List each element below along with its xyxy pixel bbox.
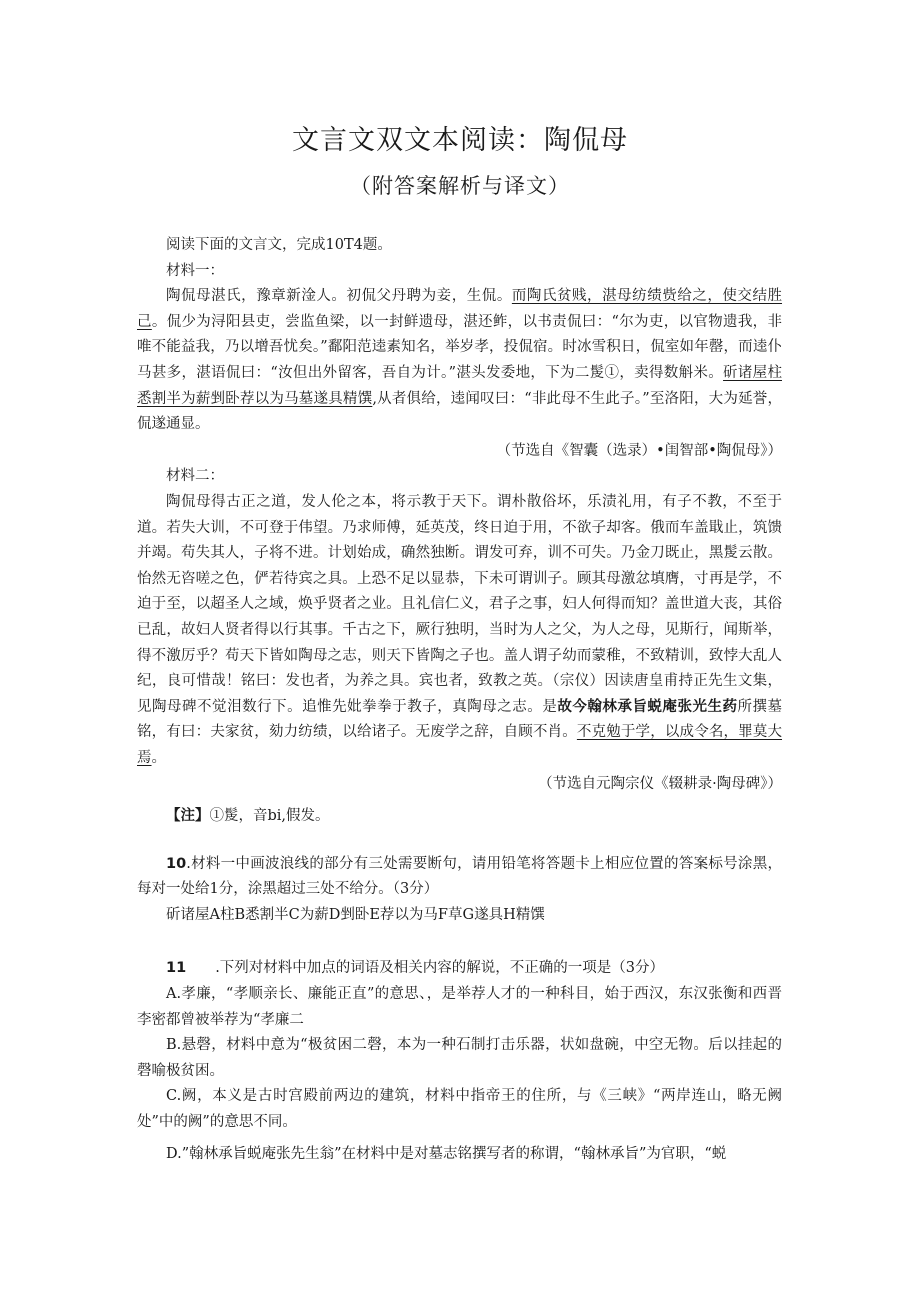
question-number: 10 bbox=[166, 855, 187, 872]
instruction-text: 阅读下面的文言文，完成10T4题。 bbox=[166, 237, 392, 253]
question-text: .下列对材料中加点的词语及相关内容的解说，不正确的一项是（3分） bbox=[215, 960, 665, 977]
passage-text: 所撰墓铭，有曰：夫家贫，劾力纺绩，以给诸子。无废学之辞，自顾不肖。 bbox=[137, 698, 783, 741]
document-body bbox=[137, 233, 782, 1167]
document-title: 文言文双文本阅读：陶侃母 bbox=[292, 125, 628, 156]
underlined-sentence-2: 不克勉于学，以成令名，罪莫大焉 bbox=[137, 724, 783, 766]
wavy-line-sentence: 斫诸屋柱悉割半为薪剉卧荐以为马墓遂具精馔 bbox=[137, 364, 782, 407]
material-two-passage bbox=[137, 490, 782, 772]
passage-text: ,从者俱给，逵闻叹曰：“非此母不生此子。”至洛阳，大为延誉，侃遂通显。 bbox=[137, 390, 782, 433]
passage-text: 陶侃母得古正之道，发人伦之本，将示教于天下。谓朴散俗坏，乐渍礼用，有子不教，不至于道。若失大训，不可登于伟望。乃求师傅，延英茂，终日迫于用，不欲子却客。俄而车盖戢止，筑馈并竭。苟失其人，子将不进。计划始成，确然独断。谓发可弃，训不可失。乃金刀既止，黑髲云散。怡然无咨嗟之色，俨若待宾之具。上恐不足以显恭，下未可谓训子。顾其母激忿填膺，寸再是学，不迫于至，以超圣人之域，焕乎贤者之业。且礼信仁义，君子之事，妇人何得而知？盖世道大丧，其俗已乱，故妇人贤者得以行其事。千古之下，厥行独明，当时为人之父，为人之母，见斯行，闻斯举，得不激厉乎？苟天下皆如陶母之志，则天下皆陶之子也。盖人谓子幼而蒙稚，不致精训，致悖大乱人纪，良可惜哉！铭曰：发也者，为养之具。宾也者，致教之英。（宗仪）因读唐皇甫持正先生文集，见陶母碑不觉泪数行下。追惟先妣拳拳于教子，真陶母之志。是 bbox=[137, 493, 782, 715]
annotation-note bbox=[137, 804, 782, 830]
passage-text: 陶侃母湛氏，豫章新淦人。初侃父丹聘为妾，生侃。 bbox=[166, 288, 512, 305]
note-bracket: 【注】 bbox=[166, 808, 210, 825]
passage-text: 。侃少为浔阳县吏，尝监鱼梁，以一封鲜遗母，湛还鲊，以书责侃曰：“尔为吏，以官物遗我，非唯不能益我，乃以增吾忧矣。”鄱阳范逵素知名，举岁孝，投侃宿。时冰雪积日，侃室如年罄，而逵仆马甚多，湛语侃曰：“汝但出外留客，吾自为计。”湛头发委地，下为二髲①，卖得数斛米。 bbox=[137, 313, 782, 381]
bold-phrase: 故今翰林承旨蜕庵张光生药 bbox=[557, 698, 738, 715]
underlined-sentence-1: 而陶氏贫贱，湛母纺绩赀给之，使交结胜己 bbox=[137, 288, 783, 330]
material-one-passage bbox=[137, 284, 782, 438]
question-number: 11 bbox=[166, 960, 187, 977]
material-one-label: 材料一： bbox=[166, 262, 224, 279]
question-11 bbox=[137, 956, 782, 982]
option-c: C.阙，本义是古时宫殿前两边的建筑，材料中指帝王的住所，与《三峡》“两岸连山，略无阙处”中的阙”的意思不同。 bbox=[137, 1088, 782, 1130]
passage-text: 。 bbox=[151, 749, 166, 766]
option-d: D.”翰林承旨蜕庵张先生翁”在材料中是对墓志铭撰写者的称谓，“翰林承旨”为官职，“蜕 bbox=[166, 1145, 727, 1162]
question-text: .材料一中画波浪线的部分有三处需要断句，请用铅笔将答题卡上相应位置的答案标号涂黑，每对一处给1分，涂黑超过三处不给分。（3分） bbox=[137, 855, 782, 898]
option-b: B.悬磬，材料中意为“极贫困二磬，本为一种石制打击乐器，状如盘碗，中空无物。后以挂起的磬喻极贫困。 bbox=[137, 1037, 782, 1079]
question-10-options: 斫诸屋A柱B悉割半C为薪D剉卧E荐以为马F草G遂具H精馔 bbox=[166, 906, 545, 923]
note-text: ①髲，音bi,假发。 bbox=[209, 808, 330, 825]
option-a: A.孝廉，“孝顺亲长、廉能正直”的意思、，是举荐人才的一种科目，始于西汉，东汉张衡和西晋李密都曾被举荐为“孝廉二 bbox=[137, 986, 782, 1028]
material-two-source: （节选自元陶宗仪《辍耕录·陶母碑》） bbox=[538, 776, 782, 793]
question-10 bbox=[137, 852, 782, 903]
material-two-label: 材料二： bbox=[166, 468, 224, 485]
document-subtitle: （附答案解析与译文） bbox=[350, 174, 570, 198]
material-one-source: （节选自《智囊（选录）•闺智部•陶侃母》） bbox=[496, 442, 782, 459]
